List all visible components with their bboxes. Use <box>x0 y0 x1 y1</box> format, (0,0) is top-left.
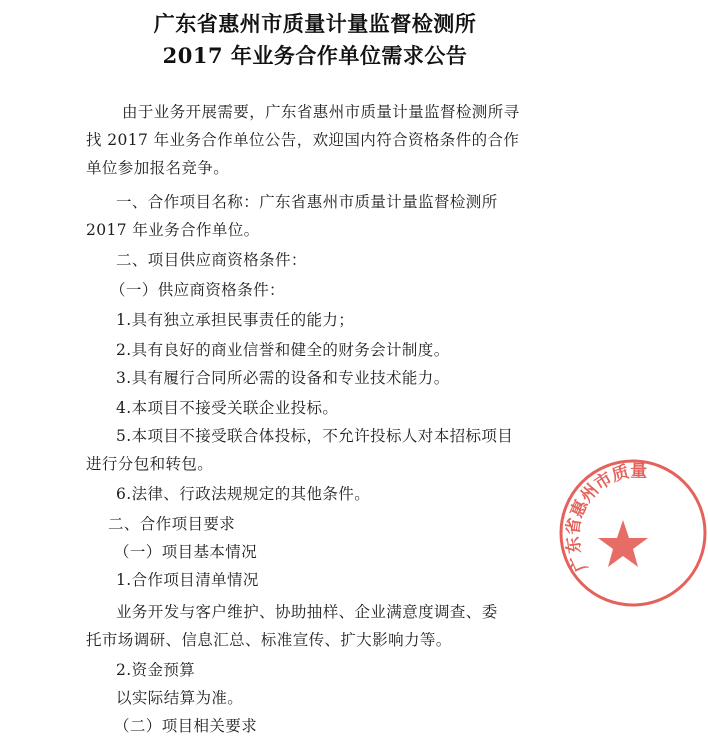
list-item-3: 3.具有履行合同所必需的设备和专业技术能力。 <box>116 369 450 387</box>
subsection-heading-2: （一）项目基本情况 <box>114 543 258 561</box>
body-line-5: 2017 年业务合作单位。 <box>86 221 260 239</box>
list-item-2: 2.具有良好的商业信誉和健全的财务会计制度。 <box>116 341 450 359</box>
section-heading-1: 一、合作项目名称：广东省惠州市质量计量监督检测所 <box>116 193 498 211</box>
seal-text: 广东省惠州市质量 <box>563 461 648 575</box>
body-line-3: 单位参加报名竞争。 <box>86 159 230 177</box>
subsection-heading-3: （二）项目相关要求 <box>114 717 258 735</box>
list-item-4: 4.本项目不接受关联企业投标。 <box>116 399 339 417</box>
numbered-heading-2: 2.资金预算 <box>116 661 196 679</box>
body-line-1: 由于业务开展需要，广东省惠州市质量计量监督检测所寻 <box>122 103 520 121</box>
section-heading-3: 二、合作项目要求 <box>108 515 236 533</box>
list-item-5: 5.本项目不接受联合体投标，不允许投标人对本招标项目 <box>116 427 514 445</box>
section-heading-2: 二、项目供应商资格条件： <box>116 251 307 269</box>
list-item-5-continued: 进行分包和转包。 <box>86 455 214 473</box>
numbered-heading-1: 1.合作项目清单情况 <box>116 571 259 589</box>
list-item-6: 6.法律、行政法规规定的其他条件。 <box>116 485 371 503</box>
document-title-line-2: 2017 年业务合作单位需求公告 <box>162 43 468 68</box>
body-line-18: 业务开发与客户维护、协助抽样、企业满意度调查、委 <box>116 603 498 621</box>
document-title-line-1: 广东省惠州市质量计量监督检测所 <box>153 11 477 36</box>
body-line-21: 以实际结算为准。 <box>116 689 244 707</box>
body-line-19: 托市场调研、信息汇总、标准宣传、扩大影响力等。 <box>86 631 452 649</box>
official-seal-stamp <box>558 458 708 608</box>
seal-star-icon <box>598 520 648 567</box>
list-item-1: 1.具有独立承担民事责任的能力； <box>116 311 355 329</box>
subsection-heading-1: （一）供应商资格条件： <box>110 281 285 299</box>
body-line-2: 找 2017 年业务合作单位公告，欢迎国内符合资格条件的合作 <box>86 131 520 149</box>
